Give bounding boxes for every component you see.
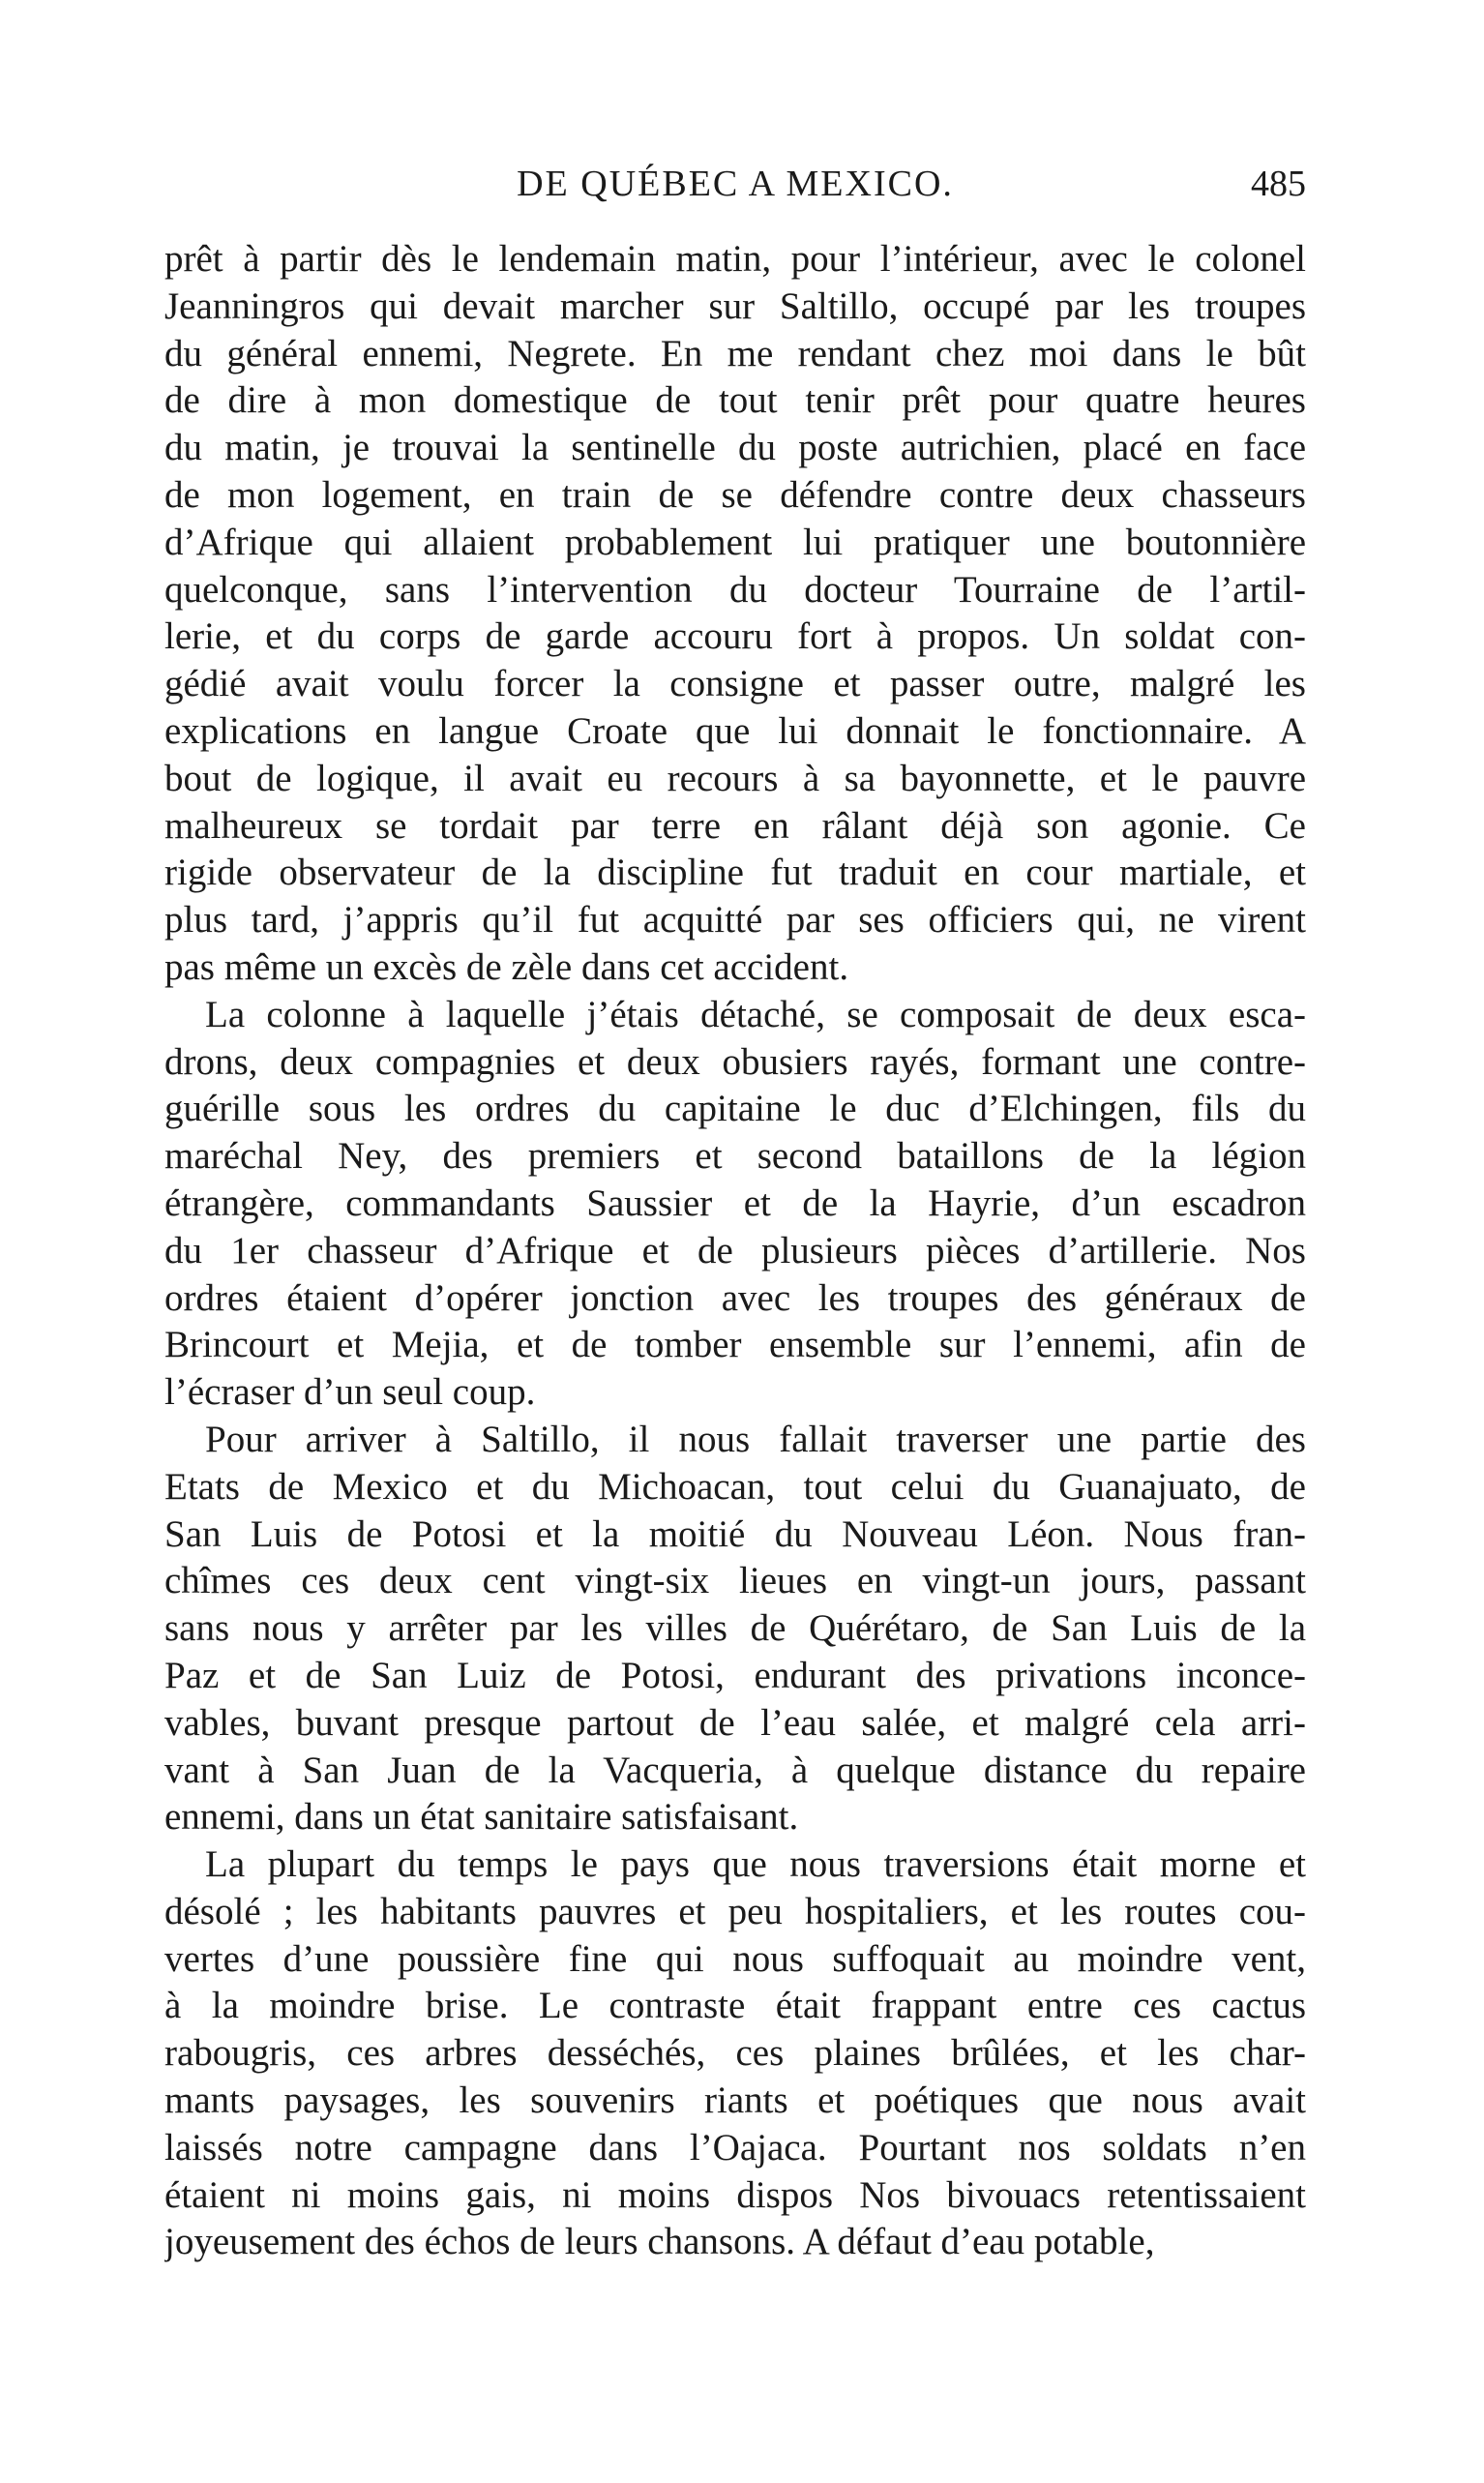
text-line: pas même un excès de zèle dans cet accident. [164,945,849,988]
page-header [164,163,1306,221]
text-line: à la moindre brise. Le contraste était frappant entre ces cactus [164,1985,1306,2027]
text-line: d’Afrique qui allaient probablement lui pratiquer une boutonnière [164,521,1306,563]
text-line: laissés notre campagne dans l’Oajaca. Pourtant nos soldats n’en [164,2126,1306,2169]
text-line: drons, deux compagnies et deux obusiers rayés, formant une contre- [164,1040,1306,1083]
running-title: DE QUÉBEC A MEXICO. [517,164,954,204]
text-line: rabougris, ces arbres desséchés, ces plaines brûlées, et les char- [164,2032,1306,2075]
text-line: bout de logique, il avait eu recours à sa bayonnette, et le pauvre [164,757,1306,799]
text-line: mants paysages, les souvenirs riants et poétiques que nous avait [164,2079,1306,2122]
text-line: Jeanningros qui devait marcher sur Saltillo, occupé par les troupes [164,284,1306,327]
text-line: étrangère, commandants Saussier et de la Hayrie, d’un escadron [164,1182,1306,1224]
text-line: Brincourt et Mejia, et de tomber ensemble sur l’ennemi, afin de [164,1324,1306,1366]
text-line: La colonne à laquelle j’étais détaché, se composait de deux esca- [205,993,1306,1035]
paragraph [164,236,1306,992]
text-line: de dire à mon domestique de tout tenir prêt pour quatre heures [164,379,1306,422]
text-line: explications en langue Croate que lui donnait le fonctionnaire. A [164,709,1306,752]
text-line: San Luis de Potosi et la moitié du Nouveau Léon. Nous fran- [164,1512,1306,1555]
page-number: 485 [1251,164,1306,204]
text-line: joyeusement des échos de leurs chansons. A défaut d’eau potable, [164,2221,1155,2263]
text-line: Paz et de San Luiz de Potosi, endurant des privations inconce- [164,1654,1306,1696]
text-line: vant à San Juan de la Vacqueria, à quelque distance du repaire [164,1749,1306,1791]
text-line: maréchal Ney, des premiers et second bataillons de la légion [164,1135,1306,1178]
text-line: ennemi, dans un état sanitaire satisfaisant. [164,1796,799,1839]
text-line: guérille sous les ordres du capitaine le duc d’Elchingen, fils du [164,1088,1306,1130]
paragraph [164,1417,1306,1841]
text-line: prêt à partir dès le lendemain matin, pour l’intérieur, avec le colonel [164,238,1306,280]
text-line: rigide observateur de la discipline fut traduit en cour martiale, et [164,852,1306,894]
text-line: malheureux se tordait par terre en râlant déjà son agonie. Ce [164,804,1306,847]
text-line: gédié avait voulu forcer la consigne et passer outre, malgré les [164,663,1306,705]
text-line: étaient ni moins gais, ni moins dispos Nos bivouacs retentissaient [164,2173,1306,2216]
text-line: Pour arriver à Saltillo, il nous fallait traverser une partie des [205,1418,1306,1460]
text-line: du général ennemi, Negrete. En me rendant chez moi dans le bût [164,332,1306,374]
text-line: quelconque, sans l’intervention du docteur Tourraine de l’artil- [164,568,1306,611]
text-line: du 1er chasseur d’Afrique et de plusieurs pièces d’artillerie. Nos [164,1229,1306,1271]
text-line: du matin, je trouvai la sentinelle du poste autrichien, placé en face [164,427,1306,469]
text-line: lerie, et du corps de garde accouru fort à propos. Un soldat con- [164,615,1306,658]
text-line: chîmes ces deux cent vingt-six lieues en vingt-un jours, passant [164,1560,1306,1602]
paragraph [164,992,1306,1417]
body-text [164,236,1306,2266]
text-line: ordres étaient d’opérer jonction avec les troupes des généraux de [164,1276,1306,1319]
paragraph [164,1841,1306,2266]
text-line: sans nous y arrêter par les villes de Quérétaro, de San Luis de la [164,1607,1306,1650]
text-line: Etats de Mexico et du Michoacan, tout celui du Guanajuato, de [164,1465,1306,1508]
text-line: plus tard, j’appris qu’il fut acquitté par ses officiers qui, ne virent [164,899,1306,942]
text-line: désolé ; les habitants pauvres et peu hospitaliers, et les routes cou- [164,1890,1306,1932]
text-line: l’écraser d’un seul coup. [164,1371,536,1414]
text-line: La plupart du temps le pays que nous traversions était morne et [205,1843,1306,1886]
text-line: vables, buvant presque partout de l’eau salée, et malgré cela arri- [164,1701,1306,1744]
text-line: vertes d’une poussière fine qui nous suffoquait au moindre vent, [164,1937,1306,1980]
text-line: de mon logement, en train de se défendre contre deux chasseurs [164,473,1306,516]
